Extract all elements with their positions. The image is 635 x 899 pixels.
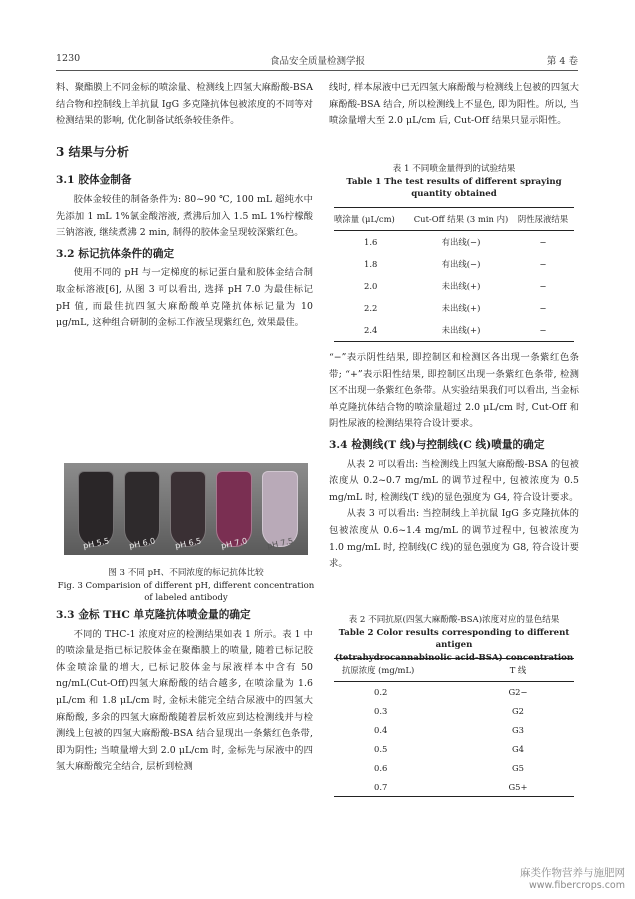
table-cell: 有出线(−): [441, 259, 481, 269]
tube-ph-5-5: [78, 471, 114, 551]
tube-ph-6-5: [170, 471, 206, 551]
table-row: [334, 682, 574, 702]
table-cell: −: [539, 325, 547, 335]
section-3-heading: 3 结果与分析: [56, 144, 129, 159]
left-column: [56, 80, 313, 332]
table-cell: −: [539, 281, 547, 291]
section-3-4-paragraph-a: 从表 2 可以看出: 当检测线上四氢大麻酚酸-BSA 的包被浓度从 0.2~0.7 mg/mL 的调节过程中, 包被浓度为 0.5 mg/mL 时, 检测线(T 线)的显色强度为 G4, 符合设计要求。: [329, 458, 579, 503]
table-cell: 0.3: [374, 705, 388, 716]
section-3-2-heading: 3.2 标记抗体条件的确定: [56, 247, 175, 260]
section-3-3-heading: 3.3 金标 THC 单克隆抗体喷金量的确定: [56, 609, 251, 621]
table-2-header-2: T 线: [509, 665, 527, 675]
table-row: [334, 758, 574, 777]
volume-label: 第 4 卷: [546, 56, 578, 67]
table-row: [334, 701, 574, 720]
table-cell: 1.8: [364, 259, 378, 269]
section-3-1-heading: 3.1 胶体金制备: [56, 174, 132, 187]
continued-paragraph: 线时, 样本尿液中已无四氢大麻酚酸与检测线上包被的四氢大麻酚酸-BSA 结合, 所以检测线上不显色, 即为阳性。所以, 当喷涂量增大至 2.0 μL/cm 后, Cut-Off 结果只显示阳性。: [329, 82, 579, 127]
figure-3-caption: [56, 567, 316, 605]
tube-ph-6-0: [124, 471, 160, 551]
table-2-title-en-2: (tetrahydrocannabinolic acid-BSA) concentration: [334, 652, 574, 663]
table-cell: −: [539, 237, 547, 247]
table-cell: 1.6: [364, 237, 378, 247]
table-cell: G3: [511, 724, 525, 735]
table-row: [334, 319, 574, 342]
table-2-header-1: 抗原浓度 (mg/mL): [342, 665, 415, 675]
table-cell: G5+: [508, 781, 528, 792]
table-1-notes: “−”表示阴性结果, 即控制区和检测区各出现一条紫红色条带; “+”表示阳性结果, 即控制区出现一条紫红色条带, 检测区不出现一条紫红色条带。从实验结果我们可以看出, 当金标单克隆抗体结合物的喷涂量超过 2.0 μL/cm 时, Cut-Off 和阴性尿液的检测结果符合设计要求。: [329, 352, 579, 430]
tube-label: pH 7.0: [220, 536, 249, 551]
table-cell: G2−: [508, 686, 528, 697]
tube-label: pH 5.5: [82, 536, 111, 551]
table-1-title-en-1: Table 1 The test results of different spraying: [346, 176, 562, 187]
table-cell: G5: [511, 762, 525, 773]
figure-3-caption-cn: 图 3 不同 pH、不同浓度的标记抗体比较: [108, 568, 264, 578]
table-cell: −: [539, 259, 547, 269]
intro-paragraph: 料、聚酯膜上不同金标的喷涂量、检测线上四氢大麻酚酸-BSA 结合物和控制线上羊抗鼠 IgG 多克隆抗体包被浓度的不同等对检测结果的影响, 优化制备试纸条较佳条件。: [56, 82, 313, 127]
table-1-title-cn: 表 1 不同喷金量得到的试验结果: [392, 164, 516, 174]
table-cell: −: [539, 303, 547, 313]
table-1-title-en-2: quantity obtained: [411, 189, 497, 199]
figure-3-caption-en-1: Fig. 3 Comparision of different pH, different concentration: [57, 580, 315, 591]
tube-label: pH 6.0: [128, 536, 157, 551]
table-cell: 2.0: [364, 281, 378, 291]
section-3-1-paragraph: 胶体金较佳的制备条件为: 80~90 ℃, 100 mL 超纯水中先添加 1 mL 1%氯金酸溶液, 煮沸后加入 1.5 mL 1%柠檬酸三钠溶液, 继续煮沸 2 min, 制得的胶体金呈现较深紫红色。: [56, 193, 313, 239]
table-cell: 未出线(+): [441, 281, 481, 291]
watermark-line-1: 麻类作物营养与施肥网: [520, 867, 625, 879]
right-column: [329, 80, 579, 130]
tube-ph-7-5: [262, 471, 298, 551]
table-cell: 未出线(+): [441, 303, 481, 313]
table-cell: 0.2: [374, 686, 388, 697]
table-row: [334, 739, 574, 758]
table-1-header-1: 喷涂量 (μL/cm): [334, 214, 395, 224]
section-3-4-paragraph-b: 从表 3 可以看出: 当控制线上羊抗鼠 IgG 多克隆抗体的包被浓度从 0.6~1.4 mg/mL 的调节过程中, 包被浓度为 1.0 mg/mL 时, 控制线(C 线)的显色强度为 G8, 符合设计要求。: [329, 508, 579, 570]
table-cell: G4: [511, 743, 525, 754]
table-2-title-cn: 表 2 不同抗原(四氢大麻酚酸-BSA)浓度对应的显色结果: [348, 615, 560, 625]
table-row: [334, 297, 574, 319]
table-row: [334, 777, 574, 797]
header-rule: [56, 70, 578, 71]
table-cell: 2.2: [364, 303, 378, 313]
figure-3-caption-en-2: of labeled antibody: [144, 593, 228, 603]
figure-3-photo: [64, 463, 308, 555]
table-row: [334, 720, 574, 739]
watermark-line-2: www.fibercrops.com: [528, 880, 625, 891]
tube-label: pH 6.5: [174, 536, 203, 551]
section-3-2-paragraph: 使用不同的 pH 与一定梯度的标记蛋白量和胶体金结合制取金标溶液[6], 从图 3 可以看出, 选择 pH 7.0 为最佳标记 pH 值, 而最佳抗四氢大麻酚酸单克隆抗体标记量为 10 μg/mL, 这种组合研制的金标工作液呈现紫红色, 效果最佳。: [56, 267, 313, 329]
table-row: [334, 253, 574, 275]
table-2-title-en-1: Table 2 Color results corresponding to different antigen: [338, 627, 570, 650]
section-3-3-paragraph: 不同的 THC-1 浓度对应的检测结果如表 1 所示。表 1 中的喷涂量是指已标记胶体金在聚酯膜上的喷量, 随着已标记胶体金喷涂量的增大, 已标记胶体金与尿液样本中含有 50 ng/mL(Cut-Off)四氢大麻酚酸的结合越多, 在喷涂量为 1.6 μL/cm 和 1.8 μL/cm 时, 金标未能完全结合尿液中的四氢大麻酚酸, 多余的四氢大麻酚酸随着层析效应到达检测线并与检测线上包被的四氢大麻酚酸-BSA 结合显现出一条紫红色条带, 即为阴性; 当喷量增大到 2.0 μL/cm 时, 金标先与尿液中的四氢大麻酚酸完全结合, 层析到检测: [56, 628, 313, 773]
table-cell: 2.4: [364, 325, 378, 335]
journal-title: 食品安全质量检测学报: [269, 56, 365, 67]
table-cell: G2: [511, 705, 525, 716]
table-cell: 有出线(−): [441, 237, 481, 247]
table-row: [334, 275, 574, 297]
page-number: 1230: [56, 53, 81, 64]
tube-label: pH 7.5: [266, 536, 295, 551]
table-1-header-2: Cut-Off 结果 (3 min 内): [413, 214, 509, 224]
table-cell: 0.6: [374, 762, 388, 773]
tube-ph-7-0: [216, 471, 252, 551]
table-2: [334, 658, 574, 797]
table-cell: 0.4: [374, 724, 388, 735]
table-cell: 0.5: [374, 743, 388, 754]
table-cell: 0.7: [374, 781, 388, 792]
table-cell: 未出线(+): [441, 325, 481, 335]
table-1-title: [329, 163, 579, 201]
table-2-title: [322, 614, 586, 664]
table-1: [334, 207, 574, 342]
table-1-header-3: 阴性尿液结果: [517, 214, 569, 224]
right-column-middle: [329, 350, 579, 573]
table-row: [334, 231, 574, 254]
section-3-4-heading: 3.4 检测线(T 线)与控制线(C 线)喷量的确定: [329, 438, 545, 451]
left-column-lower: [56, 607, 313, 776]
